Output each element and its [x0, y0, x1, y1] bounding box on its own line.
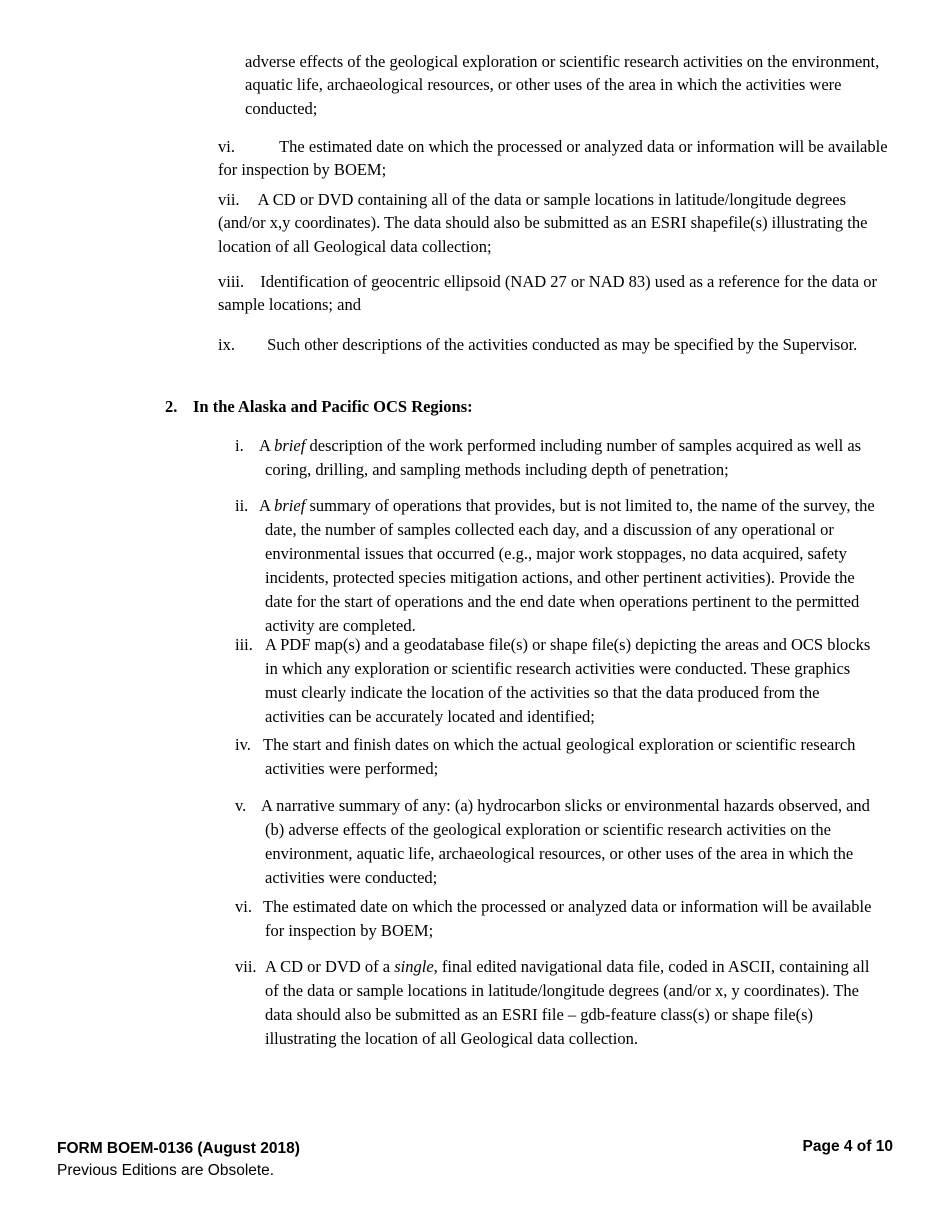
- sub-item-ii: ii. A brief summary of operations that provides, but is not limited to, the name of the survey, the date, the number of samples collected each day, and a discussion of any operational or environmental issues that occurred (e.g., major work stoppages, no data acquired, safety incidents, protected species mitigation actions, and other pertinent activities). Provide the date for the start of operations and the end date when operations pertinent to the permitted activity are completed.: [235, 496, 875, 635]
- footer-page-number: Page 4 of 10: [802, 1138, 893, 1155]
- footer-editions-line: Previous Editions are Obsolete.: [57, 1161, 275, 1179]
- list-item-text: A CD or DVD containing all of the data or sample locations in latitude/longitude degrees (and/or x,y coordinates). The data should also be submitted as an ESRI shapefile(s) illustrating the location of all Geological data collection;: [218, 190, 868, 256]
- footer-form-line: FORM BOEM-0136 (August 2018): [57, 1140, 300, 1157]
- list-item-ix: [218, 333, 890, 356]
- sub-item-number: iv.: [235, 735, 251, 754]
- sub-item-text: A narrative summary of any: (a) hydrocarbon slicks or environmental hazards observed, and (b) adverse effects of the geological exploration or scientific research activities on the environment, aquatic life, archaeological resources, or other uses of the area in which the activities were conducted;: [261, 796, 870, 887]
- sub-item-text: The estimated date on which the processed or analyzed data or information will be available for inspection by BOEM;: [263, 897, 872, 940]
- section-title: In the Alaska and Pacific OCS Regions:: [193, 397, 473, 416]
- list-item-vi: [218, 135, 890, 182]
- sub-item-v: [235, 794, 890, 890]
- list-item-number: vi.: [218, 137, 235, 156]
- sub-item-i: i. A brief description of the work performed including number of samples acquired as well as coring, drilling, and sampling methods including depth of penetration;: [235, 436, 862, 479]
- emphasis-brief: brief: [274, 496, 306, 515]
- sub-item-vi: [235, 895, 875, 943]
- continuation-paragraph: adverse effects of the geological exploration or scientific research activities on the environment, aquatic life, archaeological resources, or other uses of the area in which the activities were conducted;: [245, 52, 880, 118]
- list-item-vii: [218, 188, 894, 258]
- sub-item-number: vii.: [235, 957, 257, 976]
- list-item-text: The estimated date on which the processed or analyzed data or information will be available for inspection by BOEM;: [218, 137, 888, 180]
- sub-item-number: iii.: [235, 635, 253, 654]
- list-item-number: ix.: [218, 335, 235, 354]
- sub-item-number: i.: [235, 436, 244, 455]
- emphasis-brief: brief: [274, 436, 306, 455]
- sub-item-vii: vii. A CD or DVD of a single, final edited navigational data file, coded in ASCII, containing all of the data or sample locations in latitude/longitude degrees (and/or x, y coordinates). The data should also be submitted as an ESRI file – gdb-feature class(s) or shape file(s) illustrating the location of all Geological data collection.: [235, 957, 870, 1048]
- list-item-text: Identification of geocentric ellipsoid (NAD 27 or NAD 83) used as a reference for the data or sample locations; and: [218, 272, 877, 315]
- sub-item-text: The start and finish dates on which the actual geological exploration or scientific research activities were performed;: [263, 735, 856, 778]
- footer-left: [57, 1138, 300, 1181]
- sub-item-iii: [235, 633, 875, 729]
- section-number: 2.: [165, 397, 178, 416]
- sub-item-number: vi.: [235, 897, 252, 916]
- list-item-text: Such other descriptions of the activities conducted as may be specified by the Supervisor.: [267, 335, 858, 354]
- list-item-number: vii.: [218, 190, 240, 209]
- list-item-number: viii.: [218, 272, 245, 291]
- list-item-viii: [218, 270, 890, 317]
- section-heading: [165, 395, 473, 418]
- sub-item-text: A PDF map(s) and a geodatabase file(s) or shape file(s) depicting the areas and OCS blocks in which any exploration or scientific research activities were conducted. These graphics must clearly indicate the location of the activities so that the data produced from the activities can be accurately located and identified;: [265, 635, 871, 726]
- emphasis-single: single: [394, 957, 434, 976]
- sub-item-number: ii.: [235, 496, 249, 515]
- sub-item-iv: [235, 733, 875, 781]
- sub-item-number: v.: [235, 796, 247, 815]
